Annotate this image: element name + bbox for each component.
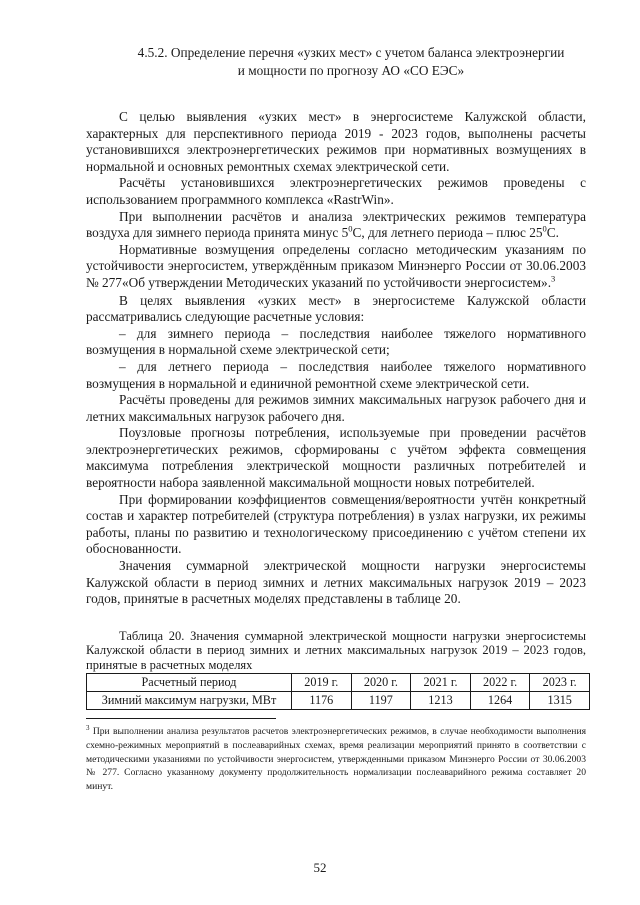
table-header-row [87,674,590,692]
paragraph-winter-condition: – для зимнего периода – последствия наиболее тяжелого нормативного возмущения в нормальной схеме электрической сети; [86,325,586,358]
table-header-cell: Расчетный период [87,674,292,692]
paragraph-nodal-forecasts: Поузловые прогнозы потребления, используемые при проведении расчётов электроэнергетических режимов, сформированы с учётом эффекта совмещения максимума потребления электрической мощности различных потребителей и вероятности набора заявленной максимальной мощности новых потребителей. [86,425,586,491]
degree-mark: 0 [542,223,547,234]
paragraph-calculation-modes: Расчёты проведены для режимов зимних максимальных нагрузок рабочего дня и летних максимальных нагрузок рабочего дня. [86,392,586,424]
table-header-cell: 2020 г. [351,674,411,692]
footnote-reference: 3 [551,273,556,284]
table-cell: 1176 [292,692,352,710]
table-header-cell: 2022 г. [470,674,530,692]
table-cell: 1213 [411,692,471,710]
table-header-cell: 2021 г. [411,674,471,692]
table-cell: 1264 [470,692,530,710]
table-caption: Таблица 20. Значения суммарной электрической мощности нагрузки энергосистемы Калужской области в период зимних и летних максимальных нагрузок 2019 – 2023 годов, принятые в расчетных моделях [86,628,586,672]
paragraph-software: Расчёты установившихся электроэнергетических режимов проведены с использованием программного комплекса «RastrWin». [86,175,586,207]
disturbances-text: Нормативные возмущения определены согласно методическим указаниям по устойчивости энергосистем, утверждённым приказом Минэнерго России от 30.06.2003 № 277«Об утверждении Методических указаний по устойчивости энергосистем». [86,241,586,290]
paragraph-coefficients: При формировании коэффициентов совмещения/вероятности учтён конкретный состав и характер потребителей (структура потребления) в узлах нагрузки, их режимы работы, планы по развитию и технологическому присоединению с учётом степени их обоснованности. [86,491,586,557]
table-header-cell: 2023 г. [530,674,590,692]
paragraph-disturbances [86,242,586,292]
paragraph-temperature [86,209,586,242]
section-heading [86,44,586,80]
table-cell: 1197 [351,692,411,710]
table-header-cell: 2019 г. [292,674,352,692]
footnote-marker: 3 [86,723,90,732]
section-heading-line-1: 4.5.2. Определение перечня «узких мест» с учетом баланса электроэнергии [137,45,565,60]
section-heading-line-2: и мощности по прогнозу АО «СО ЕЭС» [237,63,465,78]
document-page [86,44,586,710]
table-cell: Зимний максимум нагрузки, МВт [87,692,292,710]
page-number: 52 [313,860,327,875]
footnote-text: При выполнении анализа результатов расчетов электроэнергетических режимов, в случае необходимости выполнения схемно-режимных мероприятий в послеаварийных схемах, время реализации мероприятий принято в соответствии с методическими указаниями по устойчивости энергосистем, утвержденными приказом Минэнерго России от 30.06.2003 № 277. Согласно указанному документу продолжительность нормализации послеаварийного режима составляет 20 минут. [86,726,586,793]
paragraph-load-values: Значения суммарной электрической мощности нагрузки энергосистемы Калужской области в период зимних и летних максимальных нагрузок 2019 – 2023 годов, принятые в расчетных моделях представлены в таблице 20. [86,558,586,607]
paragraph-summer-condition: – для летнего периода – последствия наиболее тяжелого нормативного возмущения в нормальной и единичной ремонтной схеме электрической сети. [86,358,586,391]
load-table [86,673,590,710]
temperature-text-a: При выполнении расчётов и анализа электрических режимов температура воздуха для зимнего периода принята минус 5 [86,208,586,241]
body-text [86,109,586,608]
temperature-text-c: C. [546,225,559,241]
temperature-text-b: C, для летнего периода – плюс 25 [352,225,543,241]
paragraph-conditions: В целях выявления «узких мест» в энергосистеме Калужской области рассматривались следующие расчетные условия: [86,292,586,325]
table-row [87,692,590,710]
footnote-separator [86,718,276,719]
degree-mark: 0 [348,223,353,234]
footnote [86,725,586,794]
paragraph-purpose: С целью выявления «узких мест» в энергосистеме Калужской области, характерных для перспективного периода 2019 - 2023 годов, выполнены расчеты установившихся электроэнергетических режимов при нормативных возмущениях в нормальной и основных ремонтных схемах электрической сети. [86,109,586,174]
table-cell: 1315 [530,692,590,710]
